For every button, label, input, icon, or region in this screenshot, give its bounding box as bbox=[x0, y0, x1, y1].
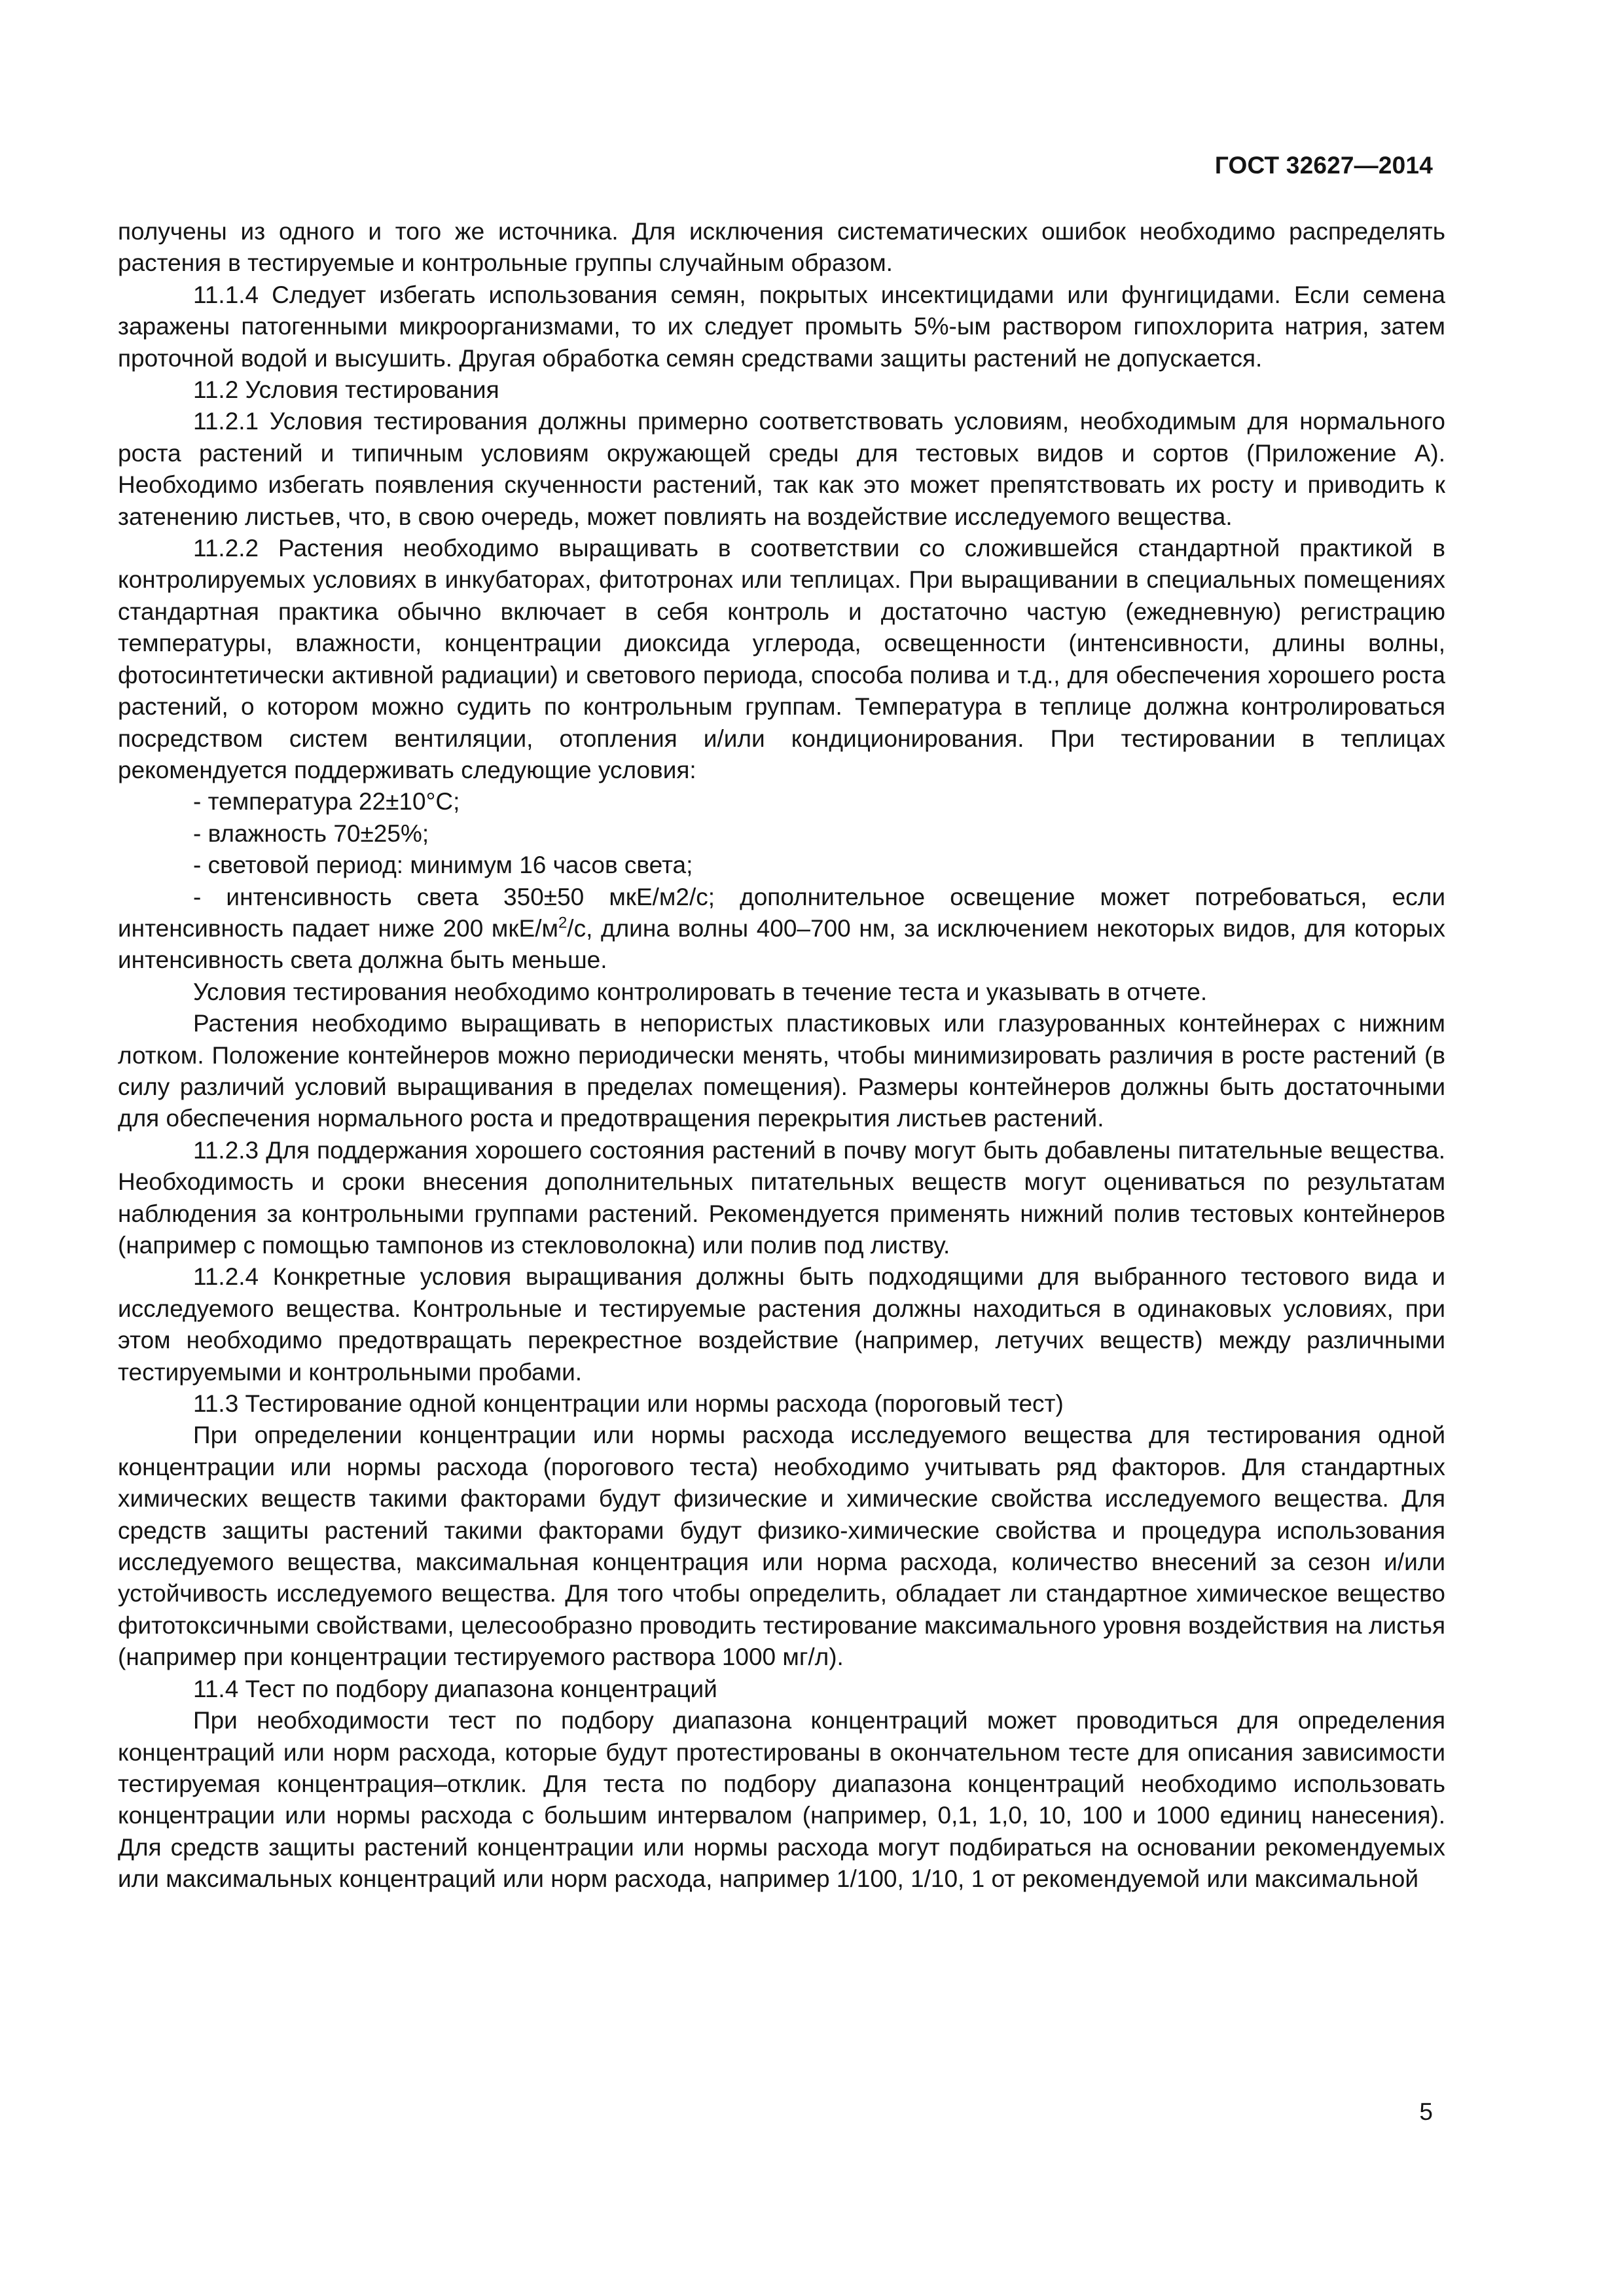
section-heading-11-3: 11.3 Тестирование одной концентрации или нормы расхода (пороговый тест) bbox=[193, 1390, 1064, 1418]
paragraph: получены из одного и того же источника. Для исключения систематических ошибок необходимо распределять растения в тестируемые и контрольные группы случайным образом. bbox=[118, 218, 1445, 277]
light-intensity-text-part-2: /с, длина волны 400–700 нм, за исключением некоторых видов, для которых интенсивность света должна быть меньше. bbox=[118, 914, 1445, 974]
paragraph: Условия тестирования необходимо контролировать в течение теста и указывать в отчете. bbox=[193, 978, 1208, 1005]
clause-11-2-2: 11.2.2 Растения необходимо выращивать в соответствии со сложившейся стандартной практикой в контролируемых условиях в инкубаторах, фитотронах или теплицах. При выращивании в специальных помещениях стандартная практика обычно включает в себя контроль и достаточно частую (ежедневную) регистрацию температуры, влажности, концентрации диоксида углерода, освещенности (интенсивности, длины волны, фотосинтетически активной радиации) и светового периода, способа полива и т.д., для обеспечения хорошего роста растений, о котором можно судить по контрольным группам. Температура в теплице должна контролироваться посредством систем вентиляции, отопления и/или кондиционирования. При тестировании в теплицах рекомендуется поддерживать следующие условия: bbox=[118, 535, 1445, 783]
clause-11-2-1: 11.2.1 Условия тестирования должны примерно соответствовать условиям, необходимым для нормального роста растений и типичным условиям окружающей среды для тестовых видов и сортов (Приложение А). Необходимо избегать появления скученности растений, так как это может препятствовать их росту и приводить к затенению листьев, что, в свою очередь, может повлиять на воздействие исследуемого вещества. bbox=[118, 408, 1445, 530]
document-body bbox=[118, 216, 1445, 1895]
section-heading-11-4: 11.4 Тест по подбору диапазона концентраций bbox=[193, 1675, 717, 1702]
list-item-temperature: - температура 22±10°С; bbox=[193, 788, 460, 816]
list-item-light-intensity bbox=[118, 882, 1445, 977]
document-number: ГОСТ 32627—2014 bbox=[1214, 152, 1433, 179]
clause-11-2-3: 11.2.3 Для поддержания хорошего состояния растений в почву могут быть добавлены питательные вещества. Необходимость и сроки внесения дополнительных питательных веществ могут оцениваться по результатам наблюдения за контрольными группами растений. Рекомендуется применять нижний полив тестовых контейнеров (например с помощью тампонов из стекловолокна) или полив под листву. bbox=[118, 1136, 1445, 1259]
clause-11-1-4: 11.1.4 Следует избегать использования семян, покрытых инсектицидами или фунгицидами. Если семена заражены патогенными микроорганизмами, то их следует промыть 5%-ым раствором гипохлорита натрия, затем проточной водой и высушить. Другая обработка семян средствами защиты растений не допускается. bbox=[118, 281, 1445, 372]
section-heading-11-2: 11.2 Условия тестирования bbox=[193, 376, 499, 404]
list-item-light-period: - световой период: минимум 16 часов света; bbox=[193, 852, 693, 879]
list-item-humidity: - влажность 70±25%; bbox=[193, 819, 429, 847]
superscript: 2 bbox=[558, 914, 568, 932]
clause-11-2-4: 11.2.4 Конкретные условия выращивания должны быть подходящими для выбранного тестового вида и исследуемого вещества. Контрольные и тестируемые растения должны находиться в одинаковых условиях, при этом необходимо предотвращать перекрестное воздействие (например, летучих веществ) между различными тестируемыми и контрольными пробами. bbox=[118, 1263, 1445, 1386]
page-number: 5 bbox=[1419, 2098, 1433, 2125]
paragraph: Растения необходимо выращивать в непористых пластиковых или глазурованных контейнерах с нижним лотком. Положение контейнеров можно периодически менять, чтобы минимизировать различия в росте растений (в силу различий условий выращивания в пределах помещения). Размеры контейнеров должны быть достаточными для обеспечения нормального роста и предотвращения перекрытия листьев растений. bbox=[118, 1010, 1445, 1132]
paragraph: При необходимости тест по подбору диапазона концентраций может проводиться для определения концентраций или норм расхода, которые будут протестированы в окончательном тесте для описания зависимости тестируемая концентрация–отклик. Для теста по подбору диапазона концентраций необходимо использовать концентрации или нормы расхода с большим интервалом (например, 0,1, 1,0, 10, 100 и 1000 единиц нанесения). Для средств защиты растений концентрации или нормы расхода могут подбираться на основании рекомендуемых или максимальных концентраций или норм расхода, например 1/100, 1/10, 1 от рекомендуемой или максимальной bbox=[118, 1707, 1445, 1893]
paragraph: При определении концентрации или нормы расхода исследуемого вещества для тестирования одной концентрации или нормы расхода (порогового теста) необходимо учитывать ряд факторов. Для стандартных химических веществ такими факторами будут физические и химические свойства исследуемого вещества. Для средств защиты растений такими факторами будут физико-химические свойства и процедура использования исследуемого вещества, максимальная концентрация или норма расхода, количество внесений за сезон и/или устойчивость исследуемого вещества. Для того чтобы определить, обладает ли стандартное химическое вещество фитотоксичными свойствами, целесообразно проводить тестирование максимального уровня воздействия на листья (например при концентрации тестируемого раствора 1000 мг/л). bbox=[118, 1422, 1445, 1671]
light-intensity-text-part-1: - интенсивность света 350±50 мкЕ/м2/с; дополнительное освещение может потребоваться, если интенсивность падает ниже 200 мкЕ/м bbox=[118, 883, 1445, 942]
